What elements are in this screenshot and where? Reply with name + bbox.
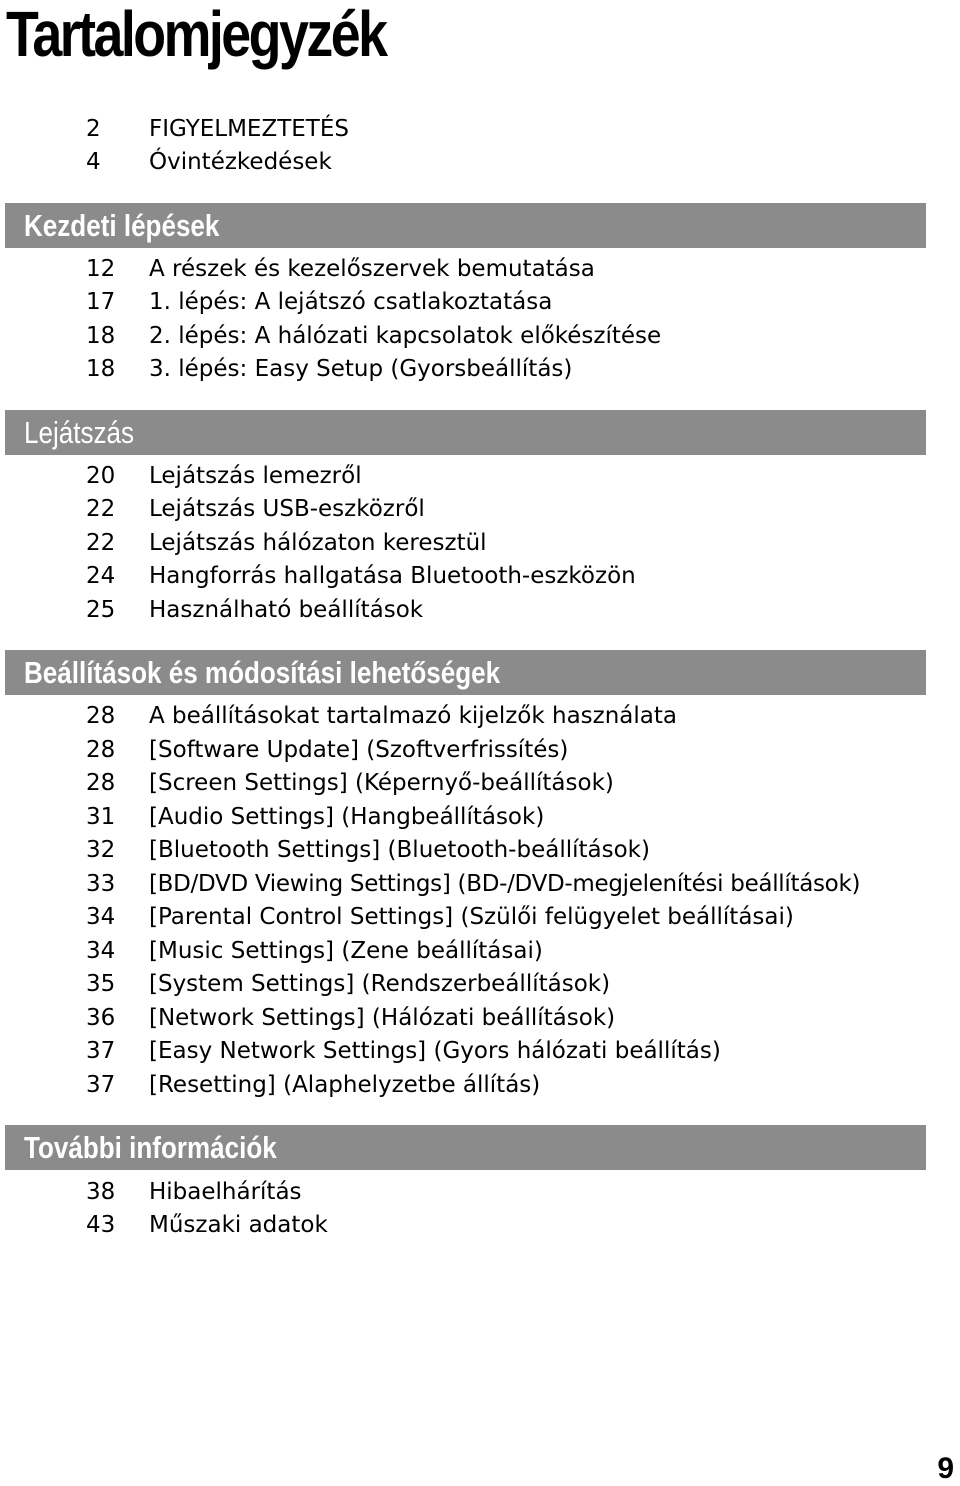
toc-entry-label: [Resetting] (Alaphelyzetbe állítás): [149, 1072, 541, 1098]
toc-entry-label: [Easy Network Settings] (Gyors hálózati beállítás): [149, 1038, 721, 1064]
section-heading: További információk: [24, 1130, 277, 1165]
toc-entry-label: [Bluetooth Settings] (Bluetooth-beállítások): [149, 837, 650, 863]
toc-entry-label: Lejátszás hálózaton keresztül: [149, 530, 487, 556]
page-number: 9: [937, 1452, 954, 1485]
toc-page-number: 37: [86, 1038, 116, 1064]
toc-entry-label: [Audio Settings] (Hangbeállítások): [149, 804, 545, 830]
toc-entry-label: Hangforrás hallgatása Bluetooth-eszközön: [149, 563, 636, 589]
toc-page-number: 34: [86, 938, 116, 964]
toc-entry-label: 2. lépés: A hálózati kapcsolatok előkészítése: [149, 323, 662, 349]
toc-page-number: 18: [86, 323, 116, 349]
toc-page-number: 2: [86, 116, 101, 142]
toc-entry-label: A beállításokat tartalmazó kijelzők használata: [149, 703, 678, 729]
section-heading: Kezdeti lépések: [24, 208, 220, 243]
section-header-playback: [5, 410, 926, 455]
section-header-settings: [5, 650, 926, 695]
toc-entry-label: Hibaelhárítás: [149, 1179, 302, 1205]
toc-entry-label: [Parental Control Settings] (Szülői felügyelet beállításai): [149, 904, 794, 930]
toc-page-number: 33: [86, 871, 116, 897]
toc-page-number: 25: [86, 597, 116, 623]
toc-page-number: 4: [86, 149, 101, 175]
toc-entry-label: [Screen Settings] (Képernyő-beállítások): [149, 770, 614, 796]
toc-entry-label: Használható beállítások: [149, 597, 424, 623]
toc-entry-label: Lejátszás lemezről: [149, 463, 362, 489]
toc-page-number: 38: [86, 1179, 116, 1205]
toc-entry-label: Műszaki adatok: [149, 1212, 328, 1238]
toc-entry-label: 1. lépés: A lejátszó csatlakoztatása: [149, 289, 553, 315]
toc-entry-label: [System Settings] (Rendszerbeállítások): [149, 971, 611, 997]
toc-page-number: 28: [86, 737, 116, 763]
toc-page-number: 17: [86, 289, 116, 315]
toc-entry-label: Lejátszás USB-eszközről: [149, 496, 425, 522]
toc-page-number: 36: [86, 1005, 116, 1031]
section-heading: Lejátszás: [24, 415, 135, 450]
page-title: Tartalomjegyzék: [6, 0, 386, 70]
toc-page-number: 28: [86, 770, 116, 796]
toc-page-number: 22: [86, 530, 116, 556]
toc-entry-label: [Network Settings] (Hálózati beállítások): [149, 1005, 616, 1031]
toc-entry-label: A részek és kezelőszervek bemutatása: [149, 256, 595, 282]
toc-page-number: 20: [86, 463, 116, 489]
toc-page-number: 43: [86, 1212, 116, 1238]
toc-page-number: 32: [86, 837, 116, 863]
toc-entry-label: Óvintézkedések: [149, 149, 332, 175]
toc-entry-label: [Music Settings] (Zene beállításai): [149, 938, 543, 964]
toc-entry-label: [BD/DVD Viewing Settings] (BD-/DVD-megjelenítési beállítások): [149, 871, 861, 897]
toc-entry-label: FIGYELMEZTETÉS: [149, 116, 349, 142]
toc-page-number: 12: [86, 256, 116, 282]
toc-page-number: 37: [86, 1072, 116, 1098]
section-header-getting-started: [5, 203, 926, 248]
section-heading: Beállítások és módosítási lehetőségek: [24, 655, 501, 690]
toc-page-number: 24: [86, 563, 116, 589]
toc-entry-label: [Software Update] (Szoftverfrissítés): [149, 737, 569, 763]
toc-page-number: 28: [86, 703, 116, 729]
toc-page-number: 22: [86, 496, 116, 522]
section-header-additional-info: [5, 1125, 926, 1170]
toc-page-number: 35: [86, 971, 116, 997]
toc-entry-label: 3. lépés: Easy Setup (Gyorsbeállítás): [149, 356, 573, 382]
toc-page-number: 31: [86, 804, 116, 830]
toc-page-number: 18: [86, 356, 116, 382]
toc-page-number: 34: [86, 904, 116, 930]
